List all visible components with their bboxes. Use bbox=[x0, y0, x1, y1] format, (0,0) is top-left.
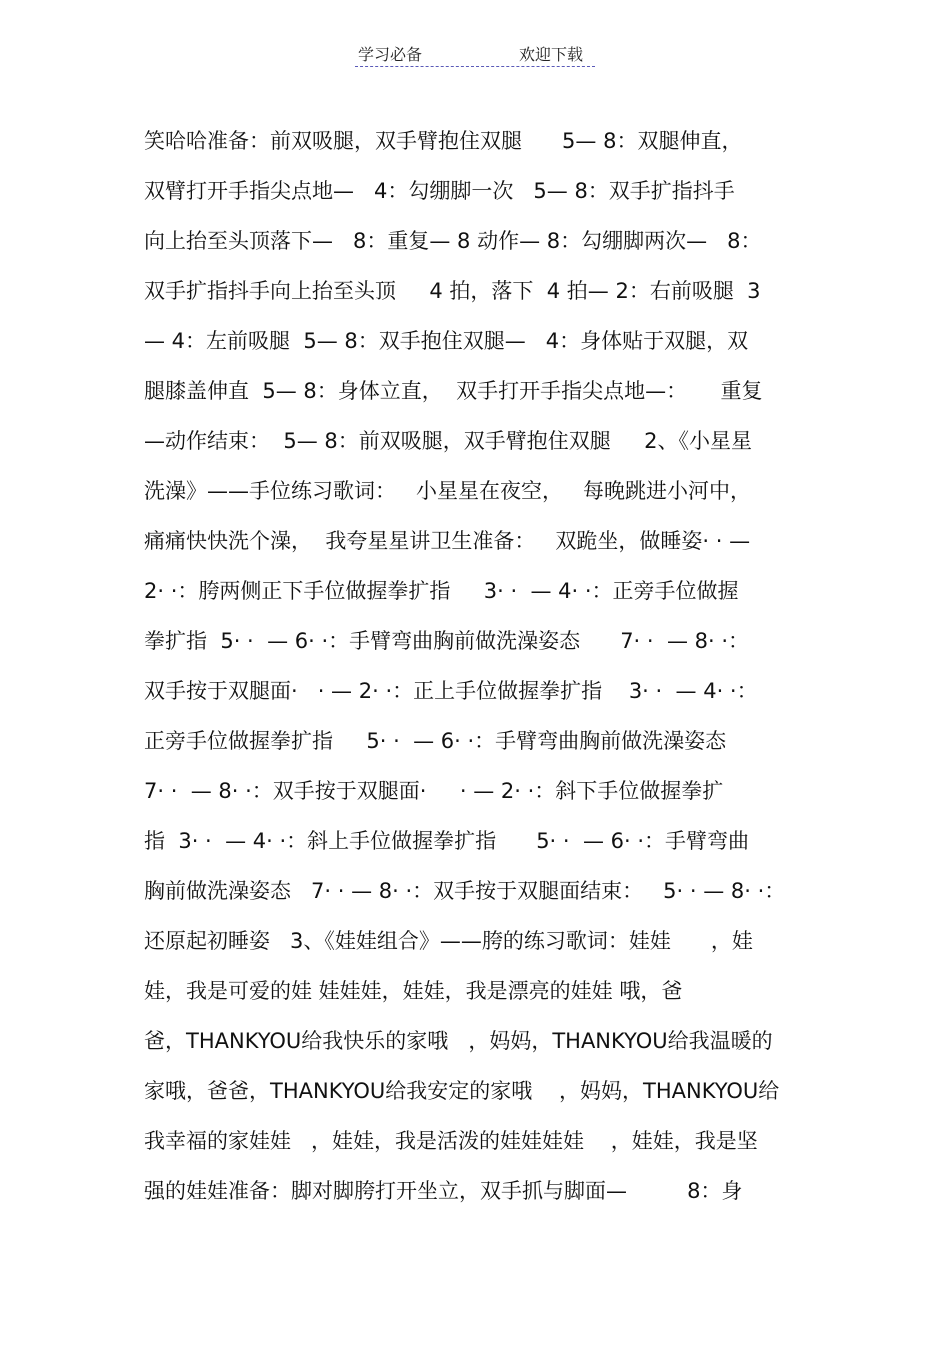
text-line: 还原起初睡姿 3、《娃娃组合》——胯的练习歌词：娃娃 ，娃 bbox=[144, 929, 753, 953]
text-line: 强的娃娃准备：脚对脚胯打开坐立，双手抓与脚面— 8：身 bbox=[144, 1179, 743, 1203]
text-line: 正旁手位做握拳扩指 5· · — 6· ·：手臂弯曲胸前做洗澡姿态 bbox=[144, 729, 727, 753]
text-line: 拳扩指 5· · — 6· ·：手臂弯曲胸前做洗澡姿态 7· · — 8· ·： bbox=[144, 629, 749, 653]
text-line: 胸前做洗澡姿态 7· · — 8· ·：双手按于双腿面结束： 5· · — 8· ·： bbox=[144, 879, 786, 903]
text-line: 双臂打开手指尖点地— 4：勾绷脚一次 5— 8：双手扩指抖手 bbox=[144, 179, 735, 203]
text-line: 娃，我是可爱的娃 娃娃娃，娃娃，我是漂亮的娃娃 哦，爸 bbox=[144, 979, 683, 1003]
text-line: 我幸福的家娃娃 ，娃娃，我是活泼的娃娃娃娃 ，娃娃，我是坚 bbox=[144, 1129, 758, 1153]
text-line: 7· · — 8· ·：双手按于双腿面· · — 2· ·：斜下手位做握拳扩 bbox=[144, 779, 724, 803]
text-line: 洗澡》——手位练习歌词： 小星星在夜空， 每晚跳进小河中， bbox=[144, 479, 752, 503]
text-line: 指 3· · — 4· ·：斜上手位做握拳扩指 5· · — 6· ·：手臂弯曲 bbox=[144, 829, 749, 853]
header-right-text: 欢迎下载 bbox=[519, 45, 584, 64]
text-line: 向上抬至头顶落下— 8：重复— 8 动作— 8：勾绷脚两次— 8： bbox=[144, 229, 762, 253]
text-line: —动作结束： 5— 8：前双吸腿，双手臂抱住双腿 2、《小星星 bbox=[144, 429, 752, 453]
text-line: 双手扩指抖手向上抬至头顶 4 拍，落下 4 拍— 2：右前吸腿 3 bbox=[144, 279, 761, 303]
text-line: 痛痛快快洗个澡， 我夸星星讲卫生准备： 双跪坐，做睡姿· · — bbox=[144, 529, 751, 553]
text-line: 家哦，爸爸，THANKYOU给我安定的家哦 ，妈妈，THANKYOU给 bbox=[144, 1079, 780, 1103]
text-line: — 4：左前吸腿 5— 8：双手抱住双腿— 4：身体贴于双腿，双 bbox=[144, 329, 749, 353]
text-line: 爸，THANKYOU给我快乐的家哦 ，妈妈，THANKYOU给我温暖的 bbox=[144, 1029, 773, 1053]
text-line: 笑哈哈准备：前双吸腿，双手臂抱住双腿 5— 8：双腿伸直， bbox=[144, 129, 743, 153]
text-line: 双手按于双腿面· · — 2· ·：正上手位做握拳扩指 3· · — 4· ·： bbox=[144, 679, 758, 703]
header-left-text: 学习必备 bbox=[358, 45, 423, 64]
text-line: 腿膝盖伸直 5— 8：身体立直， 双手打开手指尖点地—： 重复 bbox=[144, 379, 763, 403]
text-line: 2· ·：胯两侧正下手位做握拳扩指 3· · — 4· ·：正旁手位做握 bbox=[144, 579, 739, 603]
body-text bbox=[144, 122, 814, 1222]
page-header bbox=[355, 42, 595, 67]
